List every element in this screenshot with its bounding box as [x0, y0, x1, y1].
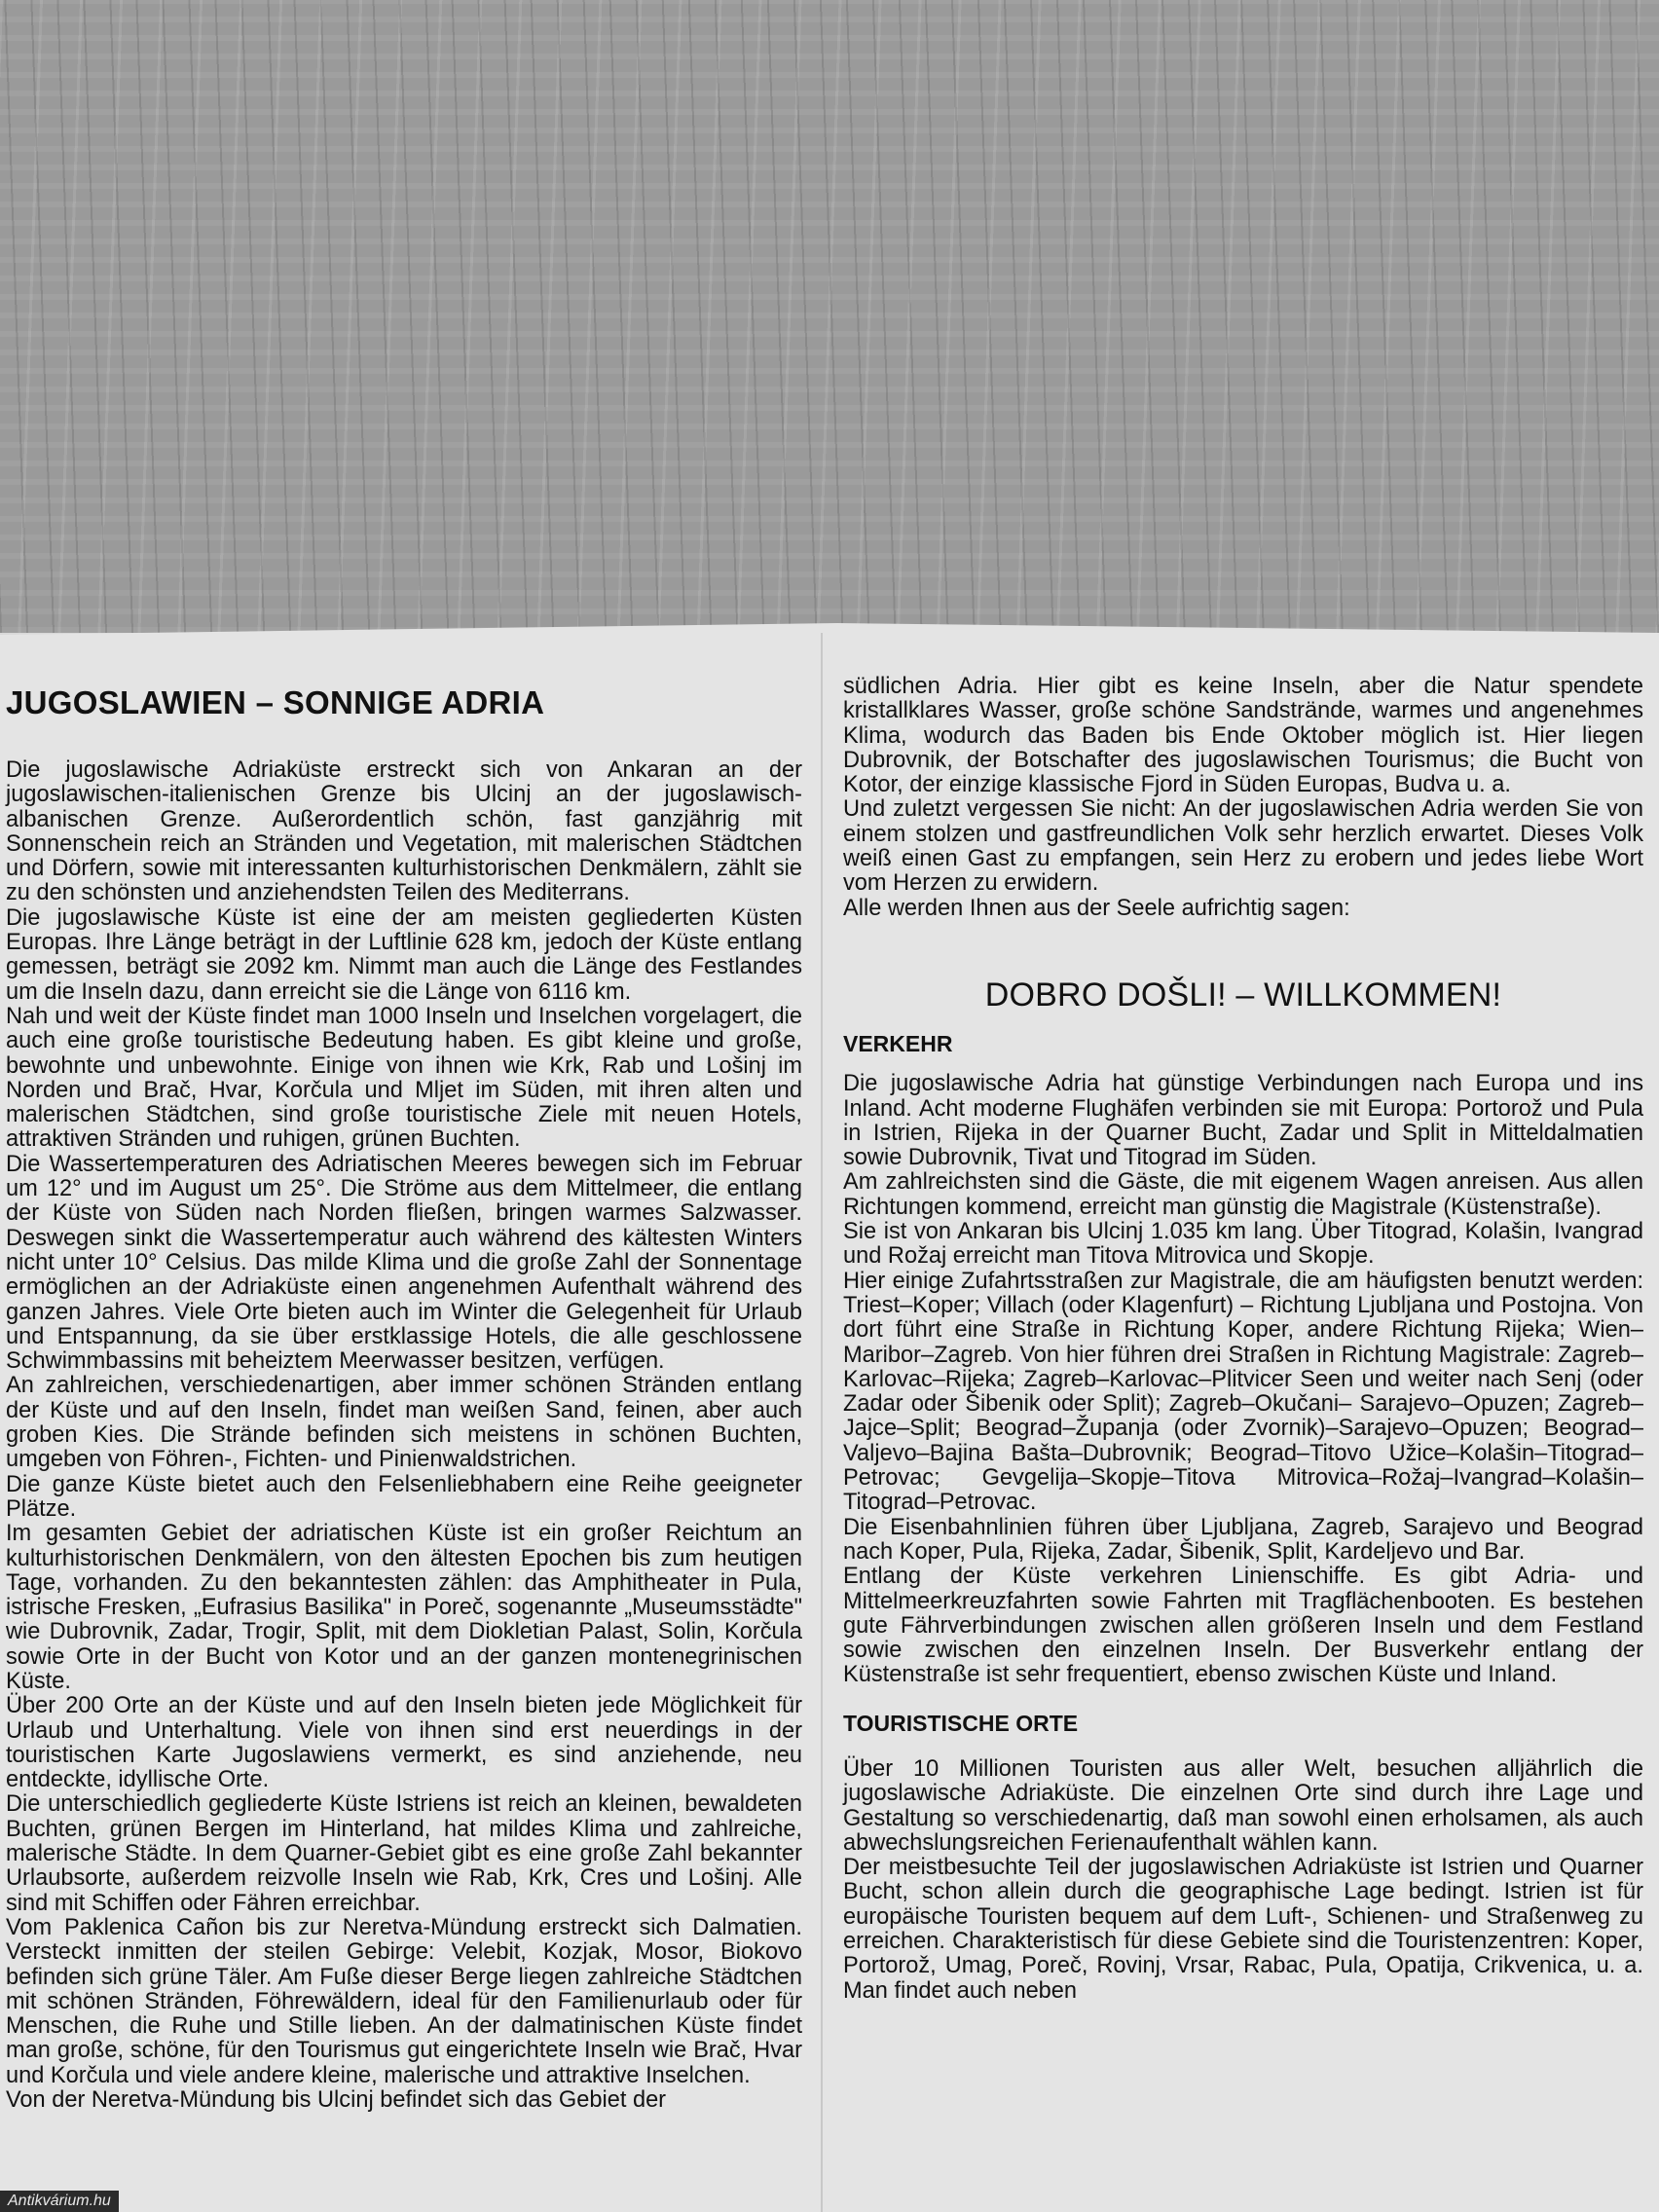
paragraph: An zahlreichen, verschiedenartigen, aber immer schönen Stränden entlang der Küste und auf den Inseln, findet man weißen Sand, feinen, aber auch groben Kies. Die Strände befinden sich meistens in schönen Buchten, umgeben von Föhren-, Fichten- und Pinienwaldstrichen. — [6, 1373, 802, 1473]
paragraph: Die jugoslawische Adriaküste erstreckt sich von Ankaran an der jugoslawischen-italienischen Grenze bis Ulcinj an der jugoslawisch-albanischen Grenze. Außerordentlich schön, fast ganzjährig mit Sonnenschein reich an Stränden und Vegetation, mit malerischen Städtchen und Dörfern, sowie mit interessanten kulturhistorischen Denkmälern, zählt sie zu den schönsten und anziehendsten Teilen des Mediterrans. — [6, 757, 802, 906]
paragraph: Die Eisenbahnlinien führen über Ljubljana, Zagreb, Sarajevo und Beograd nach Koper, Pula, Rijeka, Zadar, Šibenik, Split, Kardeljevo und Bar. — [843, 1514, 1643, 1565]
paragraph: Der meistbesuchte Teil der jugoslawischen Adriaküste ist Istrien und Quarner Bucht, schon allein durch die geographische Lage bedingt. Istrien ist für europäische Touristen bequem auf dem Luft-, Schienen- und Straßenweg zu erreichen. Charakteristisch für diese Gebiete sind die Touristenzentren: Koper, Portorož, Umag, Poreč, Rovinj, Vrsar, Rabac, Pula, Opatija, Crikvenica, u. a. Man findet auch neben — [843, 1855, 1643, 2004]
left-column — [6, 672, 802, 2113]
paragraph: Sie ist von Ankaran bis Ulcinj 1.035 km lang. Über Titograd, Kolašin, Ivangrad und Rožaj erreicht man Titova Mitrovica und Skopje. — [843, 1219, 1643, 1270]
paragraph: Entlang der Küste verkehren Linienschiffe. Es gibt Adria- und Mittelmeerkreuzfahrten sowie Fahrten mit Tragflächenbooten. Es bestehen gute Fährverbindungen zwischen allen größeren Inseln und dem Festland sowie zwischen den einzelnen Inseln. Der Busverkehr entlang der Küstenstraße ist sehr frequentiert, ebenso zwischen Küste und Inland. — [843, 1564, 1643, 1688]
paragraph: Die unterschiedlich gegliederte Küste Istriens ist reich an kleinen, bewaldeten Buchten, grünen Bergen im Hinterland, hat mildes Klima und zahlreiche, malerische Städte. In dem Quarner-Gebiet gibt es eine große Zahl bekannter Urlaubsorte, außerdem reizvolle Inseln wie Rab, Krk, Cres und Lošinj. Alle sind mit Schiffen oder Fähren erreichbar. — [6, 1791, 802, 1916]
paragraph: Am zahlreichsten sind die Gäste, die mit eigenem Wagen anreisen. Aus allen Richtungen kommend, erreicht man günstig die Magistrale (Küstenstraße). — [843, 1169, 1643, 1220]
paragraph: Vom Paklenica Cañon bis zur Neretva-Mündung erstreckt sich Dalmatien. Versteckt inmitten der steilen Gebirge: Velebit, Kozjak, Mosor, Biokovo befinden sich grüne Täler. Am Fuße dieser Berge liegen zahlreiche Städtchen mit schönen Stränden, Föhrewäldern, ideal für den Familienurlaub oder für Menschen, die Ruhe und Stille lieben. An der dalmatinischen Küste findet man große, schöne, für den Tourismus gut eingerichtete Inseln wie Brač, Hvar und Korčula und viele andere kleine, malerische und attraktive Inselchen. — [6, 1914, 802, 2088]
page-fold — [821, 633, 823, 2212]
paragraph: Im gesamten Gebiet der adriatischen Küste ist ein großer Reichtum an kulturhistorischen Denkmälern, von den ältesten Epochen bis zum heutigen Tage, vorhanden. Zu den bekanntesten zählen: das Amphitheater in Pula, istrische Fresken, „Eufrasius Basilika" in Poreč, sogenannte „Museumsstädte" wie Dubrovnik, Zadar, Trogir, Split, mit dem Diokletian Palast, Solin, Korčula sowie Orte in der Bucht von Kotor und an der ganzen montenegrinischen Küste. — [6, 1521, 802, 1694]
watermark-label: Antikvárium.hu — [0, 2191, 119, 2212]
paragraph: Über 200 Orte an der Küste und auf den Inseln bieten jede Möglichkeit für Urlaub und Unterhaltung. Viele von ihnen sind erst neuerdings in der touristischen Karte Jugoslawiens vermerkt, es sind anziehende, neu entdeckte, idyllische Orte. — [6, 1693, 802, 1793]
welcome-heading: DOBRO DOŠLI! – WILLKOMMEN! — [984, 976, 1502, 1014]
section-heading-verkehr: VERKEHR — [843, 1030, 953, 1056]
paragraph: Die ganze Küste bietet auch den Felsenliebhabern eine Reihe geeigneter Plätze. — [6, 1471, 802, 1522]
paragraph: Die jugoslawische Adria hat günstige Verbindungen nach Europa und ins Inland. Acht moderne Flughäfen verbinden sie mit Europa: Portorož und Pula in Istrien, Rijeka in der Quarner Bucht, Zadar und Split in Mitteldalmatien sowie Dubrovnik, Tivat und Titograd im Süden. — [843, 1071, 1643, 1171]
fabric-background — [0, 0, 1659, 633]
right-column — [843, 675, 1643, 2004]
paragraph: Die jugoslawische Küste ist eine der am meisten gegliederten Küsten Europas. Ihre Länge beträgt in der Luftlinie 628 km, jedoch der Küste entlang gemessen, beträgt sie 2092 km. Nimmt man auch die Länge des Festlandes um die Inseln dazu, dann erreicht sie die Länge von 6116 km. — [6, 904, 802, 1005]
section-heading-orte: TOURISTISCHE ORTE — [843, 1710, 1079, 1736]
main-title: JUGOSLAWIEN – SONNIGE ADRIA — [6, 684, 545, 720]
paragraph: Über 10 Millionen Touristen aus aller Welt, besuchen alljährlich die jugoslawische Adriaküste. Die einzelnen Orte sind durch ihre Lage und Gestaltung so verschiedenartig, daß man sowohl einen erholsamen, als auch abwechslungsreichen Ferienaufenthalt wählen kann. — [843, 1755, 1643, 1856]
paragraph: Und zuletzt vergessen Sie nicht: An der jugoslawischen Adria werden Sie von einem stolzen und gastfreundlichen Volk sehr herzlich erwartet. Dieses Volk weiß einen Gast zu empfangen, sein Herz zu erobern und jedes liebe Wort vom Herzen zu erwidern. — [843, 796, 1643, 897]
paragraph: Nah und weit der Küste findet man 1000 Inseln und Inselchen vorgelagert, die auch eine große touristische Bedeutung haben. Es gibt kleine und große, bewohnte und unbewohnte. Einige von ihnen wie Krk, Rab und Lošinj im Norden und Brač, Hvar, Korčula und Mljet im Süden, mit ihren alten und malerischen Städtchen, sind große touristische Ziele mit neuen Hotels, attraktiven Stränden und ruhigen, grünen Buchten. — [6, 1003, 802, 1153]
paragraph: Von der Neretva-Mündung bis Ulcinj befindet sich das Gebiet der — [6, 2087, 667, 2114]
paragraph: Alle werden Ihnen aus der Seele aufrichtig sagen: — [843, 895, 1350, 921]
paragraph: Die Wassertemperaturen des Adriatischen Meeres bewegen sich im Februar um 12° und im August um 25°. Die Ströme aus dem Mittelmeer, die entlang der Küste von Süden nach Norden fließen, bringen warmes Salzwasser. Deswegen sinkt die Wassertemperatur auch während des kältesten Winters nicht unter 10° Celsius. Das milde Klima und die große Zahl der Sonnentage ermöglichen an der Adriaküste einen angenehmen Aufenthalt während des ganzen Jahres. Viele Orte bieten auch im Winter die Gelegenheit für Urlaub und Entspannung, da sie über erstklassige Hotels, die alle geschlossene Schwimmbassins mit beheiztem Meerwasser besitzen, verfügen. — [6, 1151, 802, 1375]
paragraph: Hier einige Zufahrtsstraßen zur Magistrale, die am häufigsten benutzt werden: Triest–Koper; Villach (oder Klagenfurt) – Richtung Ljubljana und Postojna. Von dort führt eine Straße in Richtung Koper, andere Richtung Rijeka; Wien–Maribor–Zagreb. Von hier führen drei Straßen in Richtung Magistrale: Zagreb–Karlovac–Rijeka; Zagreb–Karlovac–Plitvicer Seen und weiter nach Senj (oder Zadar oder Šibenik oder Split); Zagreb–Okučani– Sarajevo–Opuzen; Zagreb–Jajce–Split; Beograd–Županja (oder Zvornik)–Sarajevo–Opuzen; Beograd–Valjevo–Bajina Bašta–Dubrovnik; Beograd–Titovo Užice–Kolašin–Titograd–Petrovac; Gevgelija–Skopje–Titova Mitrovica–Rožaj–Ivangrad–Kolašin–Titograd–Petrovac. — [843, 1268, 1643, 1516]
paragraph: südlichen Adria. Hier gibt es keine Inseln, aber die Natur spendete kristallklares Wasser, große schöne Sandstrände, warmes und angenehmes Klima, wodurch das Baden bis Ende Oktober möglich ist. Hier liegen Dubrovnik, der Botschafter des jugoslawischen Tourismus; die Bucht von Kotor, der einzige klassische Fjord in Süden Europas, Budva u. a. — [843, 674, 1643, 798]
